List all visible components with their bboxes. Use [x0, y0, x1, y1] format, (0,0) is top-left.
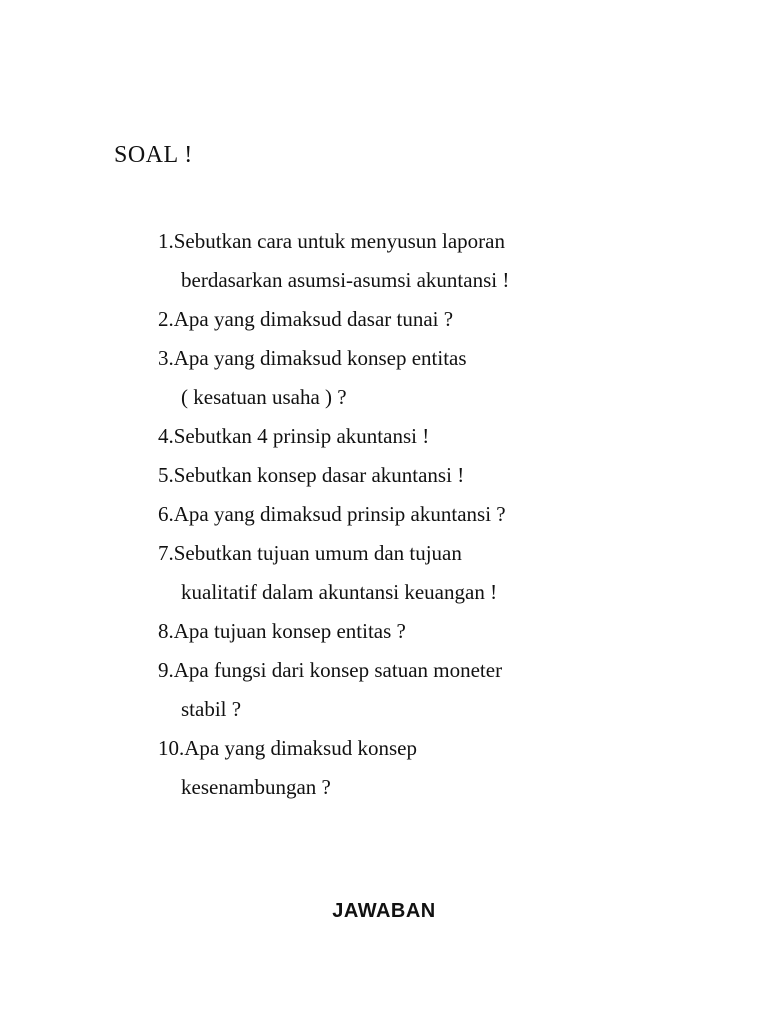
- question-first-line: [158, 612, 718, 651]
- question-item: [158, 729, 718, 807]
- answer-heading-text: JAWABAN: [332, 900, 436, 922]
- question-text: stabil ?: [181, 697, 242, 721]
- question-text: kualitatif dalam akuntansi keuangan !: [181, 580, 498, 604]
- question-first-line: [158, 534, 718, 573]
- question-number: 8.: [158, 619, 174, 643]
- question-number: 4.: [158, 424, 174, 448]
- question-first-line: [158, 456, 718, 495]
- question-text: Apa yang dimaksud konsep entitas: [173, 346, 467, 370]
- question-first-line: [158, 339, 718, 378]
- question-text: berdasarkan asumsi-asumsi akuntansi !: [181, 268, 510, 292]
- question-continuation-line: [158, 573, 718, 612]
- question-item: [158, 300, 718, 339]
- page-title: SOAL !: [114, 142, 193, 168]
- question-number: 7.: [158, 541, 174, 565]
- answer-section-title: [0, 900, 768, 923]
- question-first-line: [158, 300, 718, 339]
- question-text: Sebutkan cara untuk menyusun laporan: [173, 229, 505, 253]
- question-text: Apa yang dimaksud konsep: [184, 736, 417, 760]
- question-item: [158, 339, 718, 417]
- question-number: 3.: [158, 346, 174, 370]
- question-item: [158, 417, 718, 456]
- question-continuation-line: [158, 378, 718, 417]
- question-first-line: [158, 729, 718, 768]
- question-continuation-line: [158, 768, 718, 807]
- question-first-line: [158, 417, 718, 456]
- question-text: kesenambungan ?: [181, 775, 331, 799]
- question-list: [158, 222, 718, 807]
- question-text: ( kesatuan usaha ) ?: [181, 385, 347, 409]
- question-number: 2.: [158, 307, 174, 331]
- question-item: [158, 612, 718, 651]
- question-item: [158, 222, 718, 300]
- question-first-line: [158, 222, 718, 261]
- question-item: [158, 534, 718, 612]
- question-item: [158, 651, 718, 729]
- question-number: 6.: [158, 502, 174, 526]
- question-text: Apa yang dimaksud prinsip akuntansi ?: [173, 502, 506, 526]
- question-item: [158, 456, 718, 495]
- question-item: [158, 495, 718, 534]
- question-number: 5.: [158, 463, 174, 487]
- question-text: Apa fungsi dari konsep satuan moneter: [173, 658, 503, 682]
- question-text: Apa yang dimaksud dasar tunai ?: [173, 307, 454, 331]
- question-number: 10.: [158, 736, 185, 760]
- question-number: 9.: [158, 658, 174, 682]
- question-continuation-line: [158, 261, 718, 300]
- question-continuation-line: [158, 690, 718, 729]
- question-first-line: [158, 495, 718, 534]
- question-first-line: [158, 651, 718, 690]
- question-text: Sebutkan konsep dasar akuntansi !: [173, 463, 465, 487]
- question-text: Sebutkan tujuan umum dan tujuan: [173, 541, 462, 565]
- question-text: Sebutkan 4 prinsip akuntansi !: [173, 424, 430, 448]
- question-text: Apa tujuan konsep entitas ?: [173, 619, 406, 643]
- question-number: 1.: [158, 229, 174, 253]
